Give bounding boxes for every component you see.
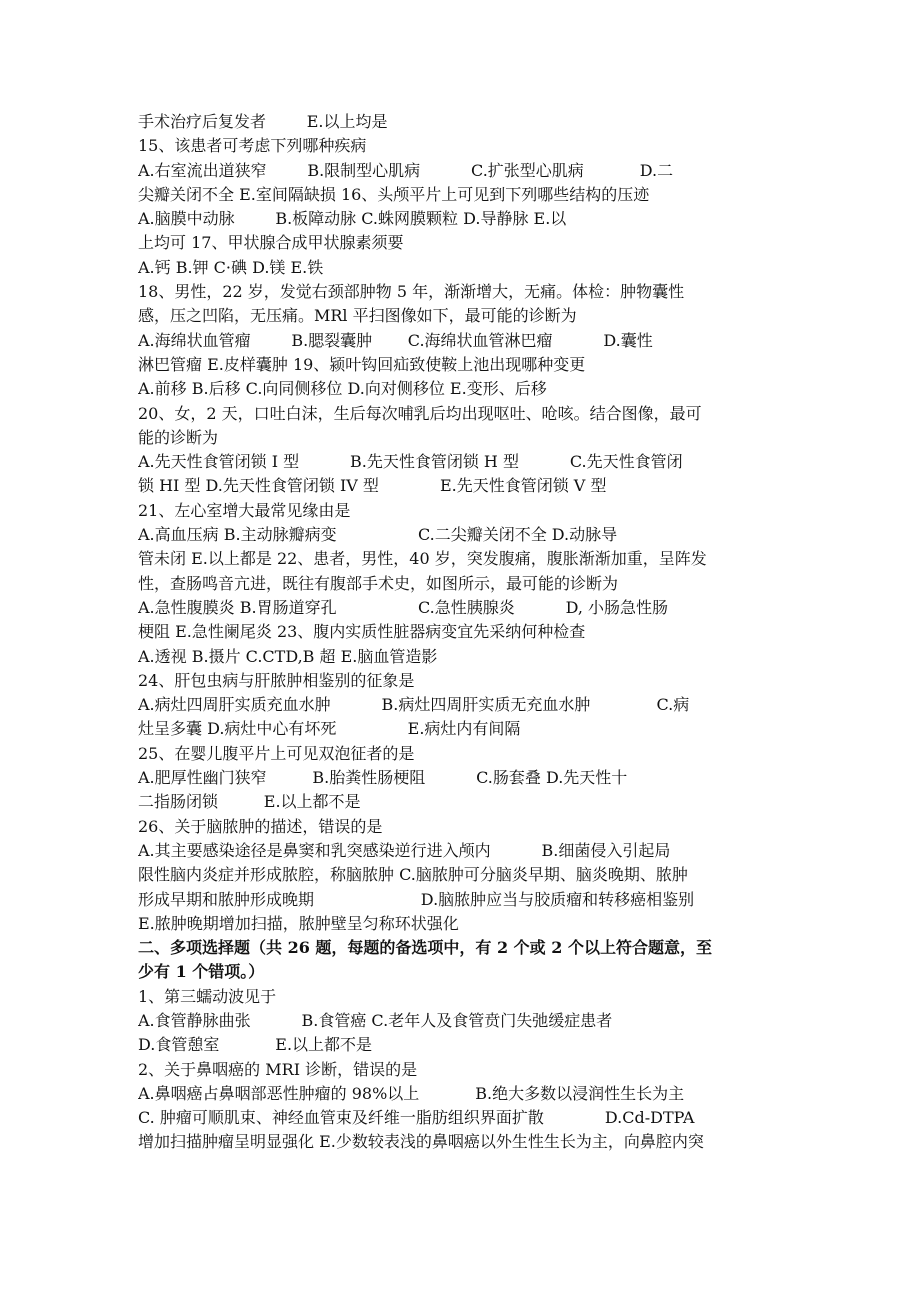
- text-line: 二指肠闭锁 E.以上都不是: [138, 792, 361, 812]
- text-line: A.海绵状血管瘤 B.腮裂囊肿 C.海绵状血管淋巴瘤 D.囊性: [138, 330, 653, 350]
- section-heading-line: 少有 1 个错项。）: [138, 962, 265, 982]
- text-line: 18、男性，22 岁，发觉右颈部肿物 5 年，渐渐增大，无痛。体检：肿物囊性: [138, 282, 685, 302]
- text-line: 1、第三蠕动波见于: [138, 986, 277, 1006]
- section-heading-line: 二、多项选择题（共 26 题，每题的备选项中，有 2 个或 2 个以上符合题意，至: [138, 938, 712, 958]
- text-line: 形成早期和脓肿形成晚期 D.脑脓肿应当与胶质瘤和转移癌相鉴别: [138, 889, 695, 909]
- text-line: 手术治疗后复发者 E.以上均是: [138, 112, 388, 131]
- text-line: 25、在婴儿腹平片上可见双泡征者的是: [138, 743, 415, 763]
- text-line: A.钙 B.钾 C·碘 D.镁 E.铁: [138, 257, 324, 277]
- text-line: 24、肝包虫病与肝脓肿相鉴别的征象是: [138, 670, 415, 690]
- text-line: 梗阻 E.急性阑尾炎 23、腹内实质性脏器病变宜先采纳何种检查: [138, 622, 586, 642]
- text-line: A.右室流出道狭窄 B.限制型心肌病 C.扩张型心肌病 D.二: [138, 160, 674, 180]
- text-line: C. 肿瘤可顺肌束、神经血管束及纤维一脂肪组织界面扩散 D.Cd-DTPA: [138, 1108, 695, 1128]
- text-line: 锁 HI 型 D.先天性食管闭锁 IV 型 E.先天性食管闭锁 V 型: [138, 476, 607, 496]
- text-line: E.脓肿晚期增加扫描，脓肿壁呈匀称环状强化: [138, 913, 459, 933]
- text-line: A.肥厚性幽门狭窄 B.胎粪性肠梗阻 C.肠套叠 D.先天性十: [138, 768, 628, 788]
- text-line: 淋巴管瘤 E.皮样囊肿 19、颍叶钩回疝致使鞍上池出现哪种变更: [138, 354, 586, 374]
- document-body: [138, 110, 798, 1155]
- text-line: 增加扫描肿瘤呈明显强化 E.少数较表浅的鼻咽癌以外生性生长为主，向鼻腔内突: [138, 1132, 704, 1152]
- text-line: 能的诊断为: [138, 427, 219, 447]
- text-line: 性，查肠鸣音亢进，既往有腹部手术史，如图所示，最可能的诊断为: [138, 573, 619, 593]
- text-line: 21、左心室增大最常见缘由是: [138, 500, 351, 520]
- text-line: A.脑膜中动脉 B.板障动脉 C.蛛网膜颗粒 D.导静脉 E.以: [138, 209, 567, 229]
- text-line: 2、关于鼻咽癌的 MRI 诊断，错误的是: [138, 1059, 418, 1079]
- text-line: A.前移 B.后移 C.向同侧移位 D.向对侧移位 E.变形、后移: [138, 379, 547, 399]
- text-line: 上均可 17、甲状腺合成甲状腺素须要: [138, 233, 404, 253]
- text-line: A.急性腹膜炎 B.胃肠道穿孔 C.急性胰腺炎 D, 小肠急性肠: [138, 597, 668, 617]
- text-line: A.鼻咽癌占鼻咽部恶性肿瘤的 98%以上 B.绝大多数以浸润性生长为主: [138, 1083, 685, 1103]
- text-line: 限性脑内炎症并形成脓腔，称脑脓肿 C.脑脓肿可分脑炎早期、脑炎晚期、脓肿: [138, 865, 688, 885]
- text-line: 管未闭 E.以上都是 22、患者，男性，40 岁，突发腹痛，腹胀渐渐加重，呈阵发: [138, 549, 707, 569]
- text-line: 尖瓣关闭不全 E.室间隔缺损 16、头颅平片上可见到下列哪些结构的压迹: [138, 184, 650, 204]
- text-line: A.其主要感染途径是鼻窦和乳突感染逆行进入颅内 B.细菌侵入引起局: [138, 840, 671, 860]
- text-line: A.食管静脉曲张 B.食管癌 C.老年人及食管贲门失弛缓症患者: [138, 1010, 613, 1030]
- text-line: 26、关于脑脓肿的描述，错误的是: [138, 816, 383, 836]
- text-line: 感，压之凹陷，无压痛。MRl 平扫图像如下，最可能的诊断为: [138, 306, 577, 326]
- text-line: A.先天性食管闭锁 I 型 B.先天性食管闭锁 H 型 C.先天性食管闭: [138, 452, 683, 472]
- text-line: 灶呈多囊 D.病灶中心有坏死 E.病灶内有间隔: [138, 719, 521, 739]
- text-line: A.透视 B.摄片 C.CTD,B 超 E.脑血管造影: [138, 646, 438, 666]
- text-line: A.高血压病 B.主动脉瓣病变 C.二尖瓣关闭不全 D.动脉导: [138, 525, 618, 545]
- text-line: D.食管憩室 E.以上都不是: [138, 1035, 373, 1055]
- text-line: 20、女，2 天，口吐白沫，生后每次哺乳后均出现呕吐、呛咳。结合图像，最可: [138, 403, 702, 423]
- text-line: 15、该患者可考虑下列哪种疾病: [138, 136, 367, 156]
- text-line: A.病灶四周肝实质充血水肿 B.病灶四周肝实质无充血水肿 C.病: [138, 695, 690, 715]
